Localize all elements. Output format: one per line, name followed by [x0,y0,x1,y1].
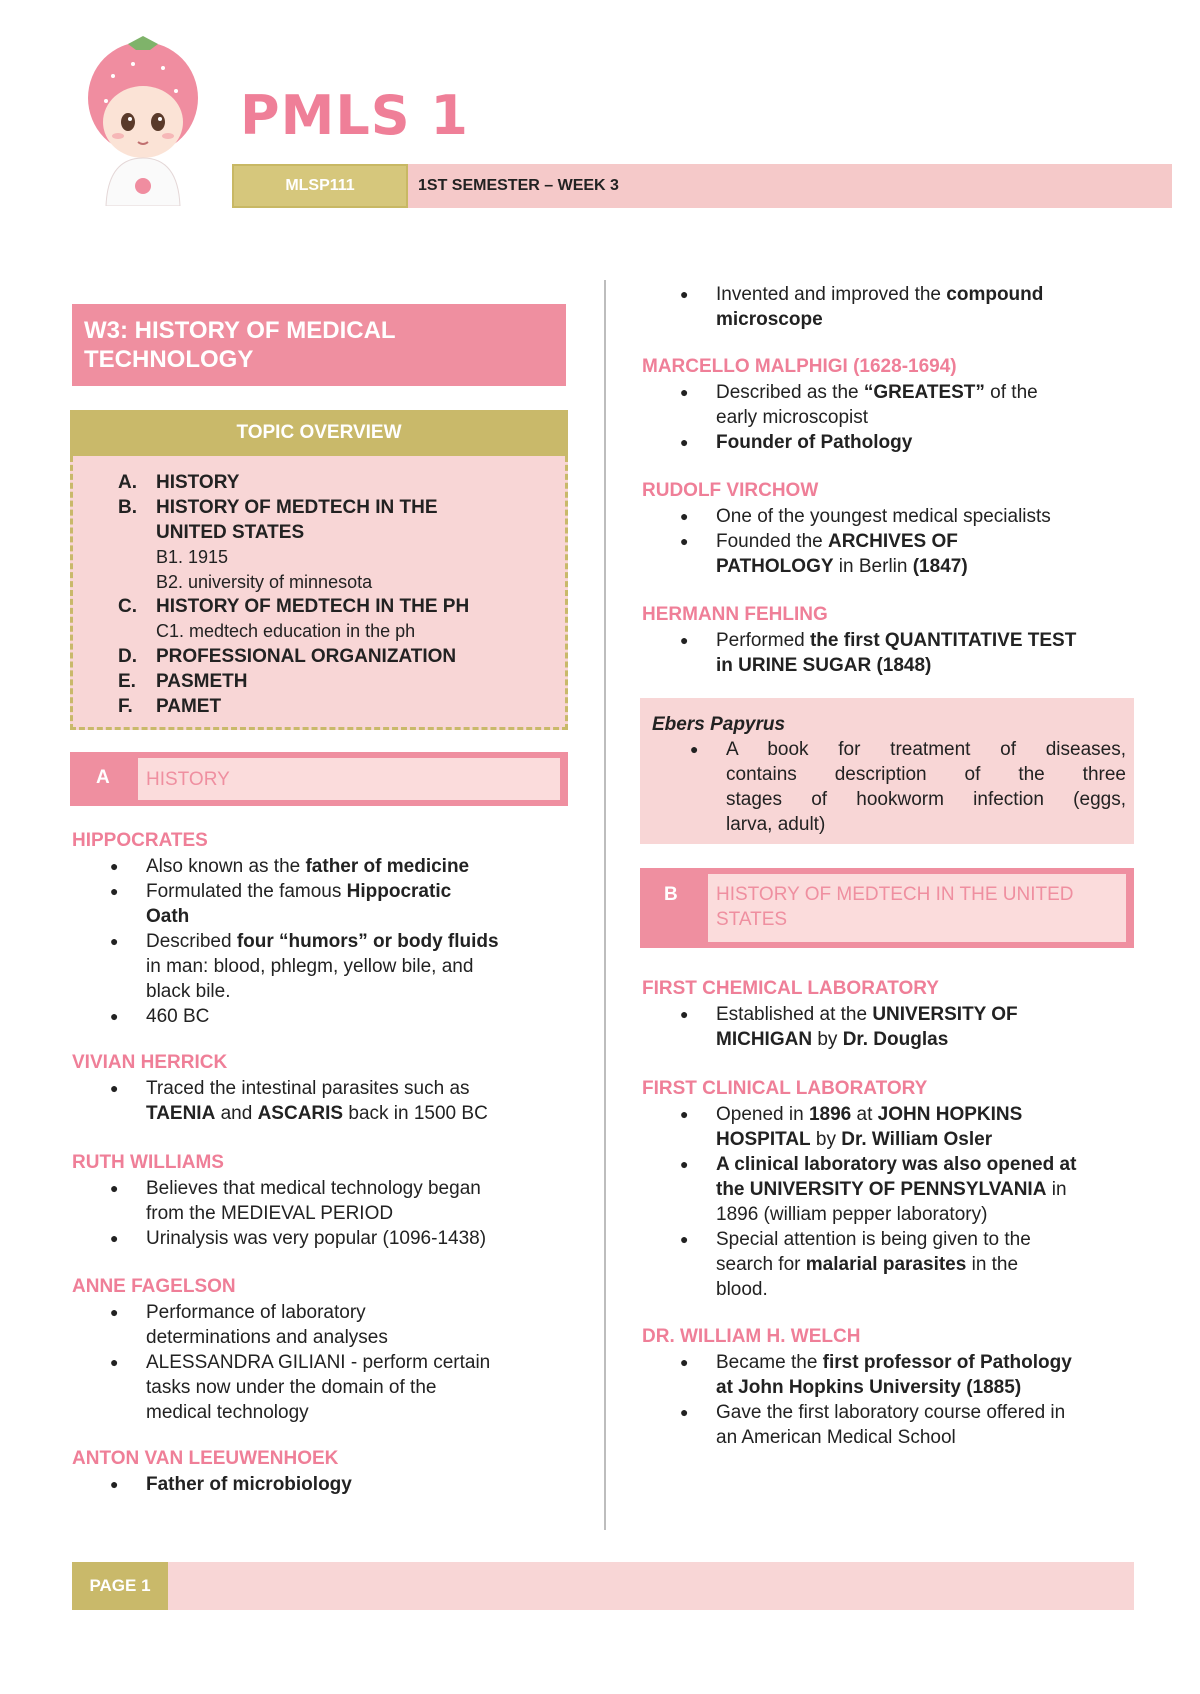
bullet-item: ● Father of microbiology [110,1474,352,1495]
bullet-cont: from the MEDIEVAL PERIOD [146,1203,394,1224]
bullet-item: ● Became the first professor of Pathology [680,1352,1072,1373]
lesson-title-line: TECHNOLOGY [84,346,254,373]
bullet-cont: the UNIVERSITY OF PENNSYLVANIA in [716,1179,1067,1200]
topic-item: C. HISTORY OF MEDTECH IN THE PH [118,596,470,617]
topic-item: B. HISTORY OF MEDTECH IN THE [118,497,438,518]
bullet-cont: in man: blood, phlegm, yellow bile, and [146,956,474,977]
topic-item: E. PASMETH [118,671,248,692]
bullet-cont: PATHOLOGY in Berlin (1847) [716,556,968,577]
heading-herrick: VIVIAN HERRICK [72,1052,228,1073]
bullet-item: ● Special attention is being given to the [680,1229,1031,1250]
lesson-title-box [72,304,566,386]
topic-item: A. HISTORY [118,472,240,493]
bullet-item: ● Formulated the famous Hippocratic [110,881,452,902]
section-a-title: HISTORY [136,756,562,802]
bullet-item: ● Performance of laboratory [110,1302,366,1323]
bullet-cont: microscope [716,309,823,330]
bullet-cont: Oath [146,906,190,927]
heading-virchow: RUDOLF VIRCHOW [642,480,819,501]
bullet-cont: blood. [716,1279,768,1300]
page-number: PAGE 1 [72,1562,168,1610]
bullet-item: ● Established at the UNIVERSITY OF [680,1004,1018,1025]
bullet-cont: determinations and analyses [146,1327,388,1348]
bullet-item: ● Described four “humors” or body fluids [110,931,499,952]
bullet-cont: black bile. [146,981,231,1002]
bullet-cont: an American Medical School [716,1427,956,1448]
heading-chemical-lab: FIRST CHEMICAL LABORATORY [642,978,939,999]
topic-item: F. PAMET [118,696,222,717]
topic-subitem: C1. medtech education in the ph [156,621,416,641]
bullet-item: ● Also known as the father of medicine [110,856,470,877]
section-b-title [706,872,1128,944]
bullet-cont: tasks now under the domain of the [146,1377,437,1398]
ebers-title: Ebers Papyrus [652,714,786,735]
bullet-cont: 1896 (william pepper laboratory) [716,1204,988,1225]
lesson-title-line: W3: HISTORY OF MEDICAL [84,317,396,344]
bullet-cont: stages of hookworm infection (eggs, [726,789,1126,810]
column-divider [604,280,606,1530]
bullet-item: ● Urinalysis was very popular (1096-1438) [110,1228,487,1249]
bullet-item: ● Gave the first laboratory course offered in [680,1402,1066,1423]
topic-subitem: B2. university of minnesota [156,572,373,592]
page-title: PMLS 1 [240,84,469,147]
heading-williams: RUTH WILLIAMS [72,1152,224,1173]
semester-label: 1ST SEMESTER – WEEK 3 [418,177,619,194]
bullet-cont: contains description of the three [726,764,1126,785]
strawberry-doll-icon [78,36,208,206]
topic-item-cont: UNITED STATES [156,522,305,543]
section-a-letter: A [96,767,110,788]
heading-malphigi: MARCELLO MALPHIGI (1628-1694) [642,356,957,377]
bullet-item: ● ALESSANDRA GILIANI - perform certain [110,1352,491,1373]
section-b-title-line: STATES [716,909,788,930]
bullet-item: ● Believes that medical technology began [110,1178,481,1199]
heading-leeuwenhoek: ANTON VAN LEEUWENHOEK [72,1448,339,1469]
bullet-cont: at John Hopkins University (1885) [716,1377,1022,1398]
section-b-letter: B [664,884,678,905]
heading-welch: DR. WILLIAM H. WELCH [642,1326,861,1347]
bullet-cont: larva, adult) [726,814,826,835]
bullet-item: ● One of the youngest medical specialists [680,506,1051,527]
footer-bar [72,1562,1134,1610]
section-b-title-line: HISTORY OF MEDTECH IN THE UNITED [716,884,1074,905]
bullet-cont: search for malarial parasites in the [716,1254,1019,1275]
bullet-item: ● Founded the ARCHIVES OF [680,531,958,552]
heading-clinical-lab: FIRST CLINICAL LABORATORY [642,1078,928,1099]
heading-fehling: HERMANN FEHLING [642,604,828,625]
bullet-item: ● Opened in 1896 at JOHN HOPKINS [680,1104,1023,1125]
bullet-cont: early microscopist [716,407,869,428]
bullet-cont: TAENIA and ASCARIS back in 1500 BC [146,1103,488,1124]
bullet-item: ● Founder of Pathology [680,432,913,453]
bullet-item: ● Performed the first QUANTITATIVE TEST [680,630,1077,651]
topic-item: D. PROFESSIONAL ORGANIZATION [118,646,457,667]
bullet-item: ● A clinical laboratory was also opened at [680,1154,1077,1175]
bullet-item: ● Described as the “GREATEST” of the [680,382,1038,403]
bullet-item: ● 460 BC [110,1006,210,1027]
bullet-item: ● Invented and improved the compound [680,284,1044,305]
heading-hippocrates: HIPPOCRATES [72,830,208,851]
topic-subitem: B1. 1915 [156,547,229,567]
bullet-cont: medical technology [146,1402,309,1423]
bullet-item: ● Traced the intestinal parasites such as [110,1078,470,1099]
course-code: MLSP111 [232,164,408,208]
bullet-cont: in URINE SUGAR (1848) [716,655,932,676]
bullet-cont: MICHIGAN by Dr. Douglas [716,1029,949,1050]
heading-fagelson: ANNE FAGELSON [72,1276,236,1297]
bullet-cont: HOSPITAL by Dr. William Osler [716,1129,993,1150]
bullet-item: ● A book for treatment of diseases, [690,739,1126,760]
topic-overview-heading: TOPIC OVERVIEW [70,410,568,456]
